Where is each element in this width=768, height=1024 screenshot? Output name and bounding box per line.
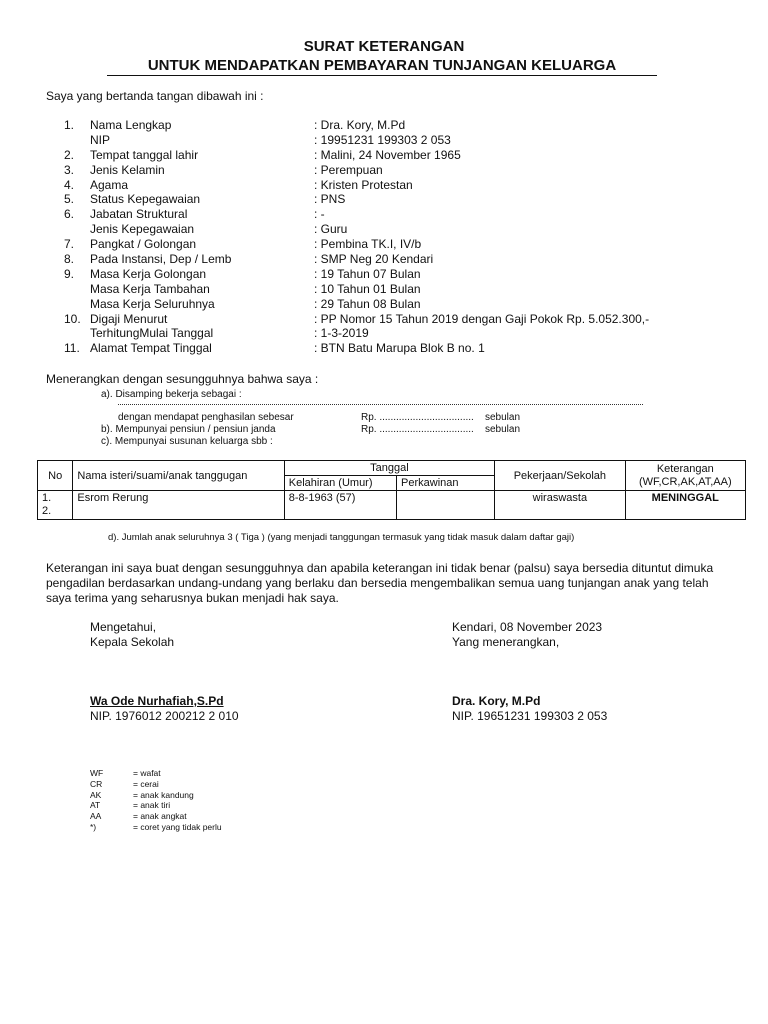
identity-label: Nama Lengkap bbox=[90, 118, 172, 132]
family-table bbox=[37, 460, 746, 520]
identity-value: : Malini, 24 November 1965 bbox=[314, 147, 461, 162]
header-name: Nama isteri/suami/anak tanggugan bbox=[73, 461, 284, 491]
income-label: dengan mendapat penghasilan sebesar bbox=[118, 412, 294, 423]
row-2-no: 2. bbox=[42, 505, 52, 517]
left-line1: Mengetahui, bbox=[90, 620, 157, 634]
identity-value: : Kristen Protestan bbox=[314, 177, 413, 192]
legend-desc: = cerai bbox=[133, 778, 159, 789]
identity-value: : BTN Batu Marupa Blok B no. 1 bbox=[314, 341, 485, 356]
statement-b: b). Mempunyai pensiun / pensiun janda bbox=[101, 424, 276, 435]
document-subtitle: UNTUK MENDAPATKAN PEMBAYARAN TUNJANGAN KELUARGA bbox=[107, 57, 657, 76]
legend-desc: = wafat bbox=[133, 768, 161, 778]
pension-row bbox=[101, 424, 521, 435]
statement-c: c). Mempunyai susunan keluarga sbb : bbox=[101, 436, 273, 447]
closing-paragraph: Keterangan ini saya buat dengan sesungguhnya dan apabila keterangan ini tidak benar (palsu) saya bersedia dituntut dimuka pengadilan berdasarkan undang-undang yang berlaku dan bersedia mengembalikan semua uang tunjangan anak yang telah saya terima yang seharusnya bukan menjadi hak saya. bbox=[46, 561, 714, 605]
row-1-name: Esrom Rerung bbox=[73, 491, 284, 520]
right-signer-name: Dra. Kory, M.Pd bbox=[452, 694, 541, 708]
header-keterangan: Keterangan (WF,CR,AK,AT,AA) bbox=[625, 461, 745, 491]
income-rp: Rp. .................................. bbox=[361, 412, 474, 423]
left-line2: Kepala Sekolah bbox=[90, 635, 175, 649]
identity-label: Agama bbox=[90, 177, 129, 192]
row-no-cell bbox=[38, 491, 73, 520]
identity-num: 3. bbox=[64, 162, 75, 177]
signature-right-top bbox=[452, 620, 602, 650]
header-kelahiran: Kelahiran (Umur) bbox=[284, 476, 396, 491]
identity-num: 11. bbox=[64, 341, 80, 356]
identity-value: : 19 Tahun 07 Bulan bbox=[314, 266, 421, 281]
legend-desc: = anak tiri bbox=[133, 800, 171, 811]
identity-label: Masa Kerja Tambahan bbox=[90, 281, 210, 296]
intro-text: Saya yang bertanda tangan dibawah ini : bbox=[46, 89, 264, 103]
identity-num: 1. bbox=[64, 118, 75, 132]
identity-label: Masa Kerja Golongan bbox=[90, 266, 207, 281]
legend-desc: = anak kandung bbox=[133, 789, 194, 800]
row-1-kelahiran: 8-8-1963 (57) bbox=[284, 491, 396, 520]
legend-code: AK bbox=[90, 789, 102, 800]
identity-label: Pada Instansi, Dep / Lemb bbox=[90, 252, 232, 267]
legend-code: *) bbox=[90, 821, 97, 832]
right-line1: Kendari, 08 November 2023 bbox=[452, 620, 603, 634]
legend-code: CR bbox=[90, 778, 103, 789]
identity-label: Status Kepegawaian bbox=[90, 192, 201, 207]
identity-num: 6. bbox=[64, 207, 75, 222]
legend-desc: = anak angkat bbox=[133, 811, 187, 822]
legend-code: WF bbox=[90, 768, 104, 778]
pension-sebulan: sebulan bbox=[485, 424, 521, 435]
identity-value: : - bbox=[314, 207, 325, 222]
left-signer-name: Wa Ode Nurhafiah,S.Pd bbox=[90, 694, 224, 708]
signature-right-bottom bbox=[452, 694, 607, 724]
left-signer-nip: NIP. 1976012 200212 2 010 bbox=[90, 709, 239, 723]
row-1-perkawinan bbox=[397, 491, 495, 520]
income-row bbox=[118, 412, 521, 423]
identity-num: 10. bbox=[64, 311, 81, 326]
identity-label: Jabatan Struktural bbox=[90, 207, 188, 222]
identity-value: : Guru bbox=[314, 222, 348, 237]
identity-label: Tempat tanggal lahir bbox=[90, 147, 199, 162]
identity-num: 9. bbox=[64, 266, 75, 281]
identity-label: Digaji Menurut bbox=[90, 311, 168, 326]
identity-value: : 19951231 199303 2 053 bbox=[314, 132, 451, 147]
table-header-row bbox=[38, 461, 746, 476]
identity-num: 7. bbox=[64, 237, 75, 252]
header-perkawinan: Perkawinan bbox=[397, 476, 495, 491]
header-tanggal: Tanggal bbox=[284, 461, 494, 476]
legend-code: AA bbox=[90, 811, 102, 822]
identity-label: Alamat Tempat Tinggal bbox=[90, 341, 212, 356]
identity-value: : Perempuan bbox=[314, 162, 383, 177]
statement-a: a). Disamping bekerja sebagai : bbox=[101, 389, 242, 400]
pension-rp: Rp. .................................. bbox=[361, 424, 474, 435]
identity-label: Pangkat / Golongan bbox=[90, 237, 197, 252]
identity-num: 4. bbox=[64, 177, 75, 192]
identity-value: : PP Nomor 15 Tahun 2019 dengan Gaji Pokok Rp. 5.052.300,- bbox=[314, 311, 650, 326]
identity-value: : Dra. Kory, M.Pd bbox=[314, 118, 406, 132]
identity-value: : Pembina TK.I, IV/b bbox=[314, 237, 422, 252]
identity-label: Masa Kerja Seluruhnya bbox=[90, 296, 215, 311]
identity-num: 5. bbox=[64, 192, 75, 207]
identity-value: : PNS bbox=[314, 192, 346, 207]
right-signer-nip: NIP. 19651231 199303 2 053 bbox=[452, 709, 608, 723]
statement-lead: Menerangkan dengan sesungguhnya bahwa saya : bbox=[46, 372, 319, 386]
row-1-pekerjaan: wiraswasta bbox=[495, 491, 625, 520]
identity-label: Jenis Kelamin bbox=[90, 162, 165, 177]
identity-value: : 29 Tahun 08 Bulan bbox=[314, 296, 421, 311]
signature-left-bottom bbox=[90, 694, 239, 724]
identity-label: NIP bbox=[90, 132, 111, 147]
signature-left-top bbox=[90, 620, 174, 650]
identity-label: Jenis Kepegawaian bbox=[90, 222, 195, 237]
identity-num: 2. bbox=[64, 147, 75, 162]
identity-value: : SMP Neg 20 Kendari bbox=[314, 252, 434, 267]
identity-label: TerhitungMulai Tanggal bbox=[90, 326, 214, 341]
income-sebulan: sebulan bbox=[485, 412, 521, 423]
note-d: d). Jumlah anak seluruhnya 3 ( Tiga ) (yang menjadi tanggungan termasuk yang tidak masuk dalam daftar gaji) bbox=[108, 532, 575, 543]
identity-value: : 1-3-2019 bbox=[314, 326, 369, 341]
document-title: SURAT KETERANGAN bbox=[303, 38, 465, 55]
legend-desc: = coret yang tidak perlu bbox=[133, 821, 222, 832]
identity-value: : 10 Tahun 01 Bulan bbox=[314, 281, 421, 296]
row-1-no: 1. bbox=[42, 492, 52, 504]
table-row bbox=[38, 491, 746, 520]
identity-num: 8. bbox=[64, 252, 75, 267]
dotted-fill-line bbox=[118, 404, 643, 405]
header-pekerjaan: Pekerjaan/Sekolah bbox=[495, 461, 625, 491]
right-line2: Yang menerangkan, bbox=[452, 635, 560, 649]
row-1-keterangan: MENINGGAL bbox=[625, 491, 745, 520]
legend-code: AT bbox=[90, 800, 101, 811]
header-no: No bbox=[38, 461, 73, 491]
